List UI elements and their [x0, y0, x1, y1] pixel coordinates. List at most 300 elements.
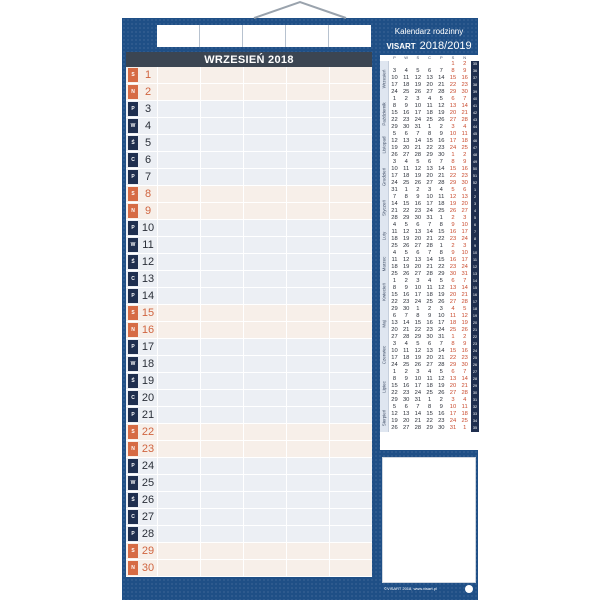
mini-day: 9	[451, 250, 455, 256]
day-row[interactable]	[126, 220, 372, 237]
day-cell[interactable]	[286, 339, 329, 355]
day-cell[interactable]	[329, 101, 372, 117]
day-cell[interactable]	[243, 356, 286, 372]
mini-day: 6	[416, 250, 420, 256]
mini-day: 2	[439, 397, 443, 403]
mini-day: 10	[414, 376, 422, 382]
mini-day: 5	[404, 222, 408, 228]
day-cell[interactable]	[243, 339, 286, 355]
day-cell[interactable]	[243, 152, 286, 168]
day-cell[interactable]	[329, 220, 372, 236]
day-row[interactable]	[126, 288, 372, 305]
mini-day: 23	[461, 355, 468, 361]
day-cell[interactable]	[329, 356, 372, 372]
mini-day: 1	[439, 215, 443, 221]
day-cell[interactable]	[157, 373, 200, 389]
day-cell[interactable]	[329, 407, 372, 423]
week-number: 50	[472, 167, 478, 171]
mini-week	[389, 369, 478, 376]
mini-day: 30	[402, 306, 410, 312]
day-cell[interactable]	[157, 475, 200, 491]
mini-week	[389, 180, 478, 187]
day-row[interactable]	[126, 441, 372, 458]
day-row[interactable]	[126, 424, 372, 441]
mini-day: 30	[414, 215, 422, 221]
day-row[interactable]	[126, 526, 372, 543]
day-cell[interactable]	[243, 237, 286, 253]
day-cell[interactable]	[200, 220, 243, 236]
day-cell[interactable]	[157, 390, 200, 406]
day-cell[interactable]	[243, 254, 286, 270]
day-cell[interactable]	[286, 492, 329, 508]
day-cell[interactable]	[200, 101, 243, 117]
day-cell[interactable]	[329, 203, 372, 219]
mini-day: 25	[461, 418, 468, 424]
day-cell[interactable]	[200, 543, 243, 559]
day-cell[interactable]	[243, 67, 286, 83]
day-cell[interactable]	[243, 390, 286, 406]
day-cell[interactable]	[157, 203, 200, 219]
day-cell[interactable]	[200, 254, 243, 270]
day-cell[interactable]	[329, 373, 372, 389]
name-box[interactable]	[157, 25, 200, 47]
mini-day: 9	[463, 341, 467, 347]
week-number: 35	[472, 62, 478, 66]
day-cell[interactable]	[200, 424, 243, 440]
day-number: 13	[141, 273, 155, 285]
mini-day: 11	[426, 376, 433, 382]
mini-day: 22	[391, 117, 398, 123]
day-cell[interactable]	[243, 407, 286, 423]
mini-day: 1	[392, 278, 397, 284]
day-cell[interactable]	[200, 169, 243, 185]
day-cell[interactable]	[243, 169, 286, 185]
name-box[interactable]	[329, 25, 371, 47]
day-cell[interactable]	[200, 135, 243, 151]
mini-week	[389, 222, 477, 229]
day-cell[interactable]	[243, 101, 286, 117]
weekday-letter: P	[128, 102, 138, 116]
week-number: 22	[472, 335, 478, 339]
day-cell[interactable]	[243, 271, 286, 287]
mini-week	[389, 348, 478, 355]
name-box[interactable]	[200, 25, 243, 47]
day-row[interactable]	[126, 339, 372, 356]
calendar-subtitle: Kalendarz rodzinny	[394, 27, 464, 36]
day-cell[interactable]	[286, 220, 329, 236]
mini-day: 23	[402, 117, 410, 123]
mini-day: 25	[402, 89, 410, 95]
mini-day: 15	[449, 75, 457, 81]
day-cell[interactable]	[157, 458, 200, 474]
day-cell[interactable]	[329, 118, 372, 134]
mini-day: 8	[404, 194, 408, 200]
mini-day: 17	[414, 110, 422, 116]
day-cell[interactable]	[200, 84, 243, 100]
day-cell[interactable]	[243, 458, 286, 474]
day-cell[interactable]	[200, 390, 243, 406]
weekday-letter: Ś	[128, 493, 138, 507]
day-cell[interactable]	[157, 509, 200, 525]
day-cell[interactable]	[286, 305, 329, 321]
day-cell[interactable]	[200, 441, 243, 457]
day-cell[interactable]	[286, 475, 329, 491]
mini-day: 2	[451, 243, 455, 249]
mini-week	[389, 215, 477, 222]
weekday-letter: P	[128, 527, 138, 541]
day-row[interactable]	[126, 67, 372, 84]
day-cell[interactable]	[157, 101, 200, 117]
day-cell[interactable]	[329, 186, 372, 202]
day-cell[interactable]	[157, 492, 200, 508]
mini-week	[389, 264, 478, 271]
day-cell[interactable]	[286, 373, 329, 389]
day-cell[interactable]	[157, 356, 200, 372]
mini-week	[389, 271, 478, 278]
day-cell[interactable]	[157, 288, 200, 304]
day-cell[interactable]	[200, 67, 243, 83]
day-cell[interactable]	[200, 288, 243, 304]
day-row[interactable]	[126, 254, 372, 271]
day-cell[interactable]	[157, 220, 200, 236]
day-row[interactable]	[126, 407, 372, 424]
mini-day: 12	[402, 257, 410, 263]
mini-day: 17	[391, 355, 398, 361]
day-cell[interactable]	[286, 509, 329, 525]
mini-day: 15	[426, 138, 433, 144]
mini-day: 1	[451, 61, 455, 67]
day-cell[interactable]	[200, 339, 243, 355]
day-cell[interactable]	[200, 356, 243, 372]
mini-day: 29	[449, 89, 457, 95]
day-cell[interactable]	[157, 237, 200, 253]
day-cell[interactable]	[200, 322, 243, 338]
day-cell[interactable]	[157, 67, 200, 83]
day-number: 8	[144, 188, 152, 200]
day-cell[interactable]	[157, 339, 200, 355]
mini-day: 1	[416, 306, 420, 312]
mini-day: 23	[402, 390, 410, 396]
mini-day: 20	[449, 292, 457, 298]
week-number: 44	[472, 125, 478, 129]
mini-day: 4	[392, 250, 397, 256]
day-cell[interactable]	[329, 475, 372, 491]
day-cell[interactable]	[329, 84, 372, 100]
mini-day: 18	[426, 292, 433, 298]
day-cell[interactable]	[286, 458, 329, 474]
day-cell[interactable]	[243, 84, 286, 100]
mini-day: 4	[463, 397, 467, 403]
day-cell[interactable]	[200, 305, 243, 321]
mini-week	[389, 96, 478, 103]
mini-day: 16	[414, 201, 422, 207]
mini-day: 26	[391, 425, 398, 431]
day-cell[interactable]	[243, 526, 286, 542]
day-row[interactable]	[126, 543, 372, 560]
mini-day: 23	[438, 145, 445, 151]
name-box[interactable]	[286, 25, 329, 47]
day-cell[interactable]	[286, 135, 329, 151]
mini-week	[389, 152, 478, 159]
mini-day: 20	[414, 264, 422, 270]
mini-day: 13	[426, 166, 433, 172]
day-cell[interactable]	[286, 152, 329, 168]
mini-day: 17	[449, 138, 457, 144]
mini-day: 24	[391, 362, 398, 368]
day-cell[interactable]	[200, 458, 243, 474]
mini-day: 27	[449, 117, 457, 123]
day-cell[interactable]	[200, 560, 243, 576]
weekday-letter: C	[128, 272, 138, 286]
mini-month-name: Październik	[380, 96, 389, 131]
day-cell[interactable]	[329, 288, 372, 304]
day-cell[interactable]	[286, 203, 329, 219]
day-cell[interactable]	[286, 237, 329, 253]
day-cell[interactable]	[286, 101, 329, 117]
day-cell[interactable]	[329, 560, 372, 576]
mini-week	[389, 362, 478, 369]
day-cell[interactable]	[329, 390, 372, 406]
day-cell[interactable]	[243, 288, 286, 304]
mini-day: 15	[414, 320, 422, 326]
day-cell[interactable]	[329, 271, 372, 287]
day-row[interactable]	[126, 458, 372, 475]
mini-day: 9	[404, 103, 408, 109]
day-row[interactable]	[126, 186, 372, 203]
day-cell[interactable]	[157, 560, 200, 576]
mini-day: 7	[427, 250, 432, 256]
day-cell[interactable]	[329, 305, 372, 321]
day-cell[interactable]	[157, 84, 200, 100]
mini-day: 30	[402, 124, 410, 130]
day-cell[interactable]	[286, 441, 329, 457]
day-row[interactable]	[126, 237, 372, 254]
day-row[interactable]	[126, 390, 372, 407]
notes-box[interactable]	[382, 457, 476, 583]
day-cell[interactable]	[286, 424, 329, 440]
day-row[interactable]	[126, 322, 372, 339]
day-cell[interactable]	[243, 135, 286, 151]
day-row[interactable]	[126, 169, 372, 186]
day-cell[interactable]	[157, 152, 200, 168]
mini-day: 16	[461, 348, 468, 354]
mini-day: 17	[461, 257, 468, 263]
day-cell[interactable]	[286, 407, 329, 423]
day-row[interactable]	[126, 492, 372, 509]
mini-day: 11	[449, 313, 457, 319]
day-cell[interactable]	[157, 424, 200, 440]
mini-day: 19	[438, 292, 445, 298]
day-cell[interactable]	[157, 271, 200, 287]
day-cell[interactable]	[200, 152, 243, 168]
day-cell[interactable]	[243, 424, 286, 440]
day-cell[interactable]	[200, 118, 243, 134]
week-number: 43	[472, 118, 478, 122]
day-cell[interactable]	[329, 322, 372, 338]
week-number: 4	[471, 208, 479, 215]
mini-day: 20	[426, 355, 433, 361]
day-row[interactable]	[126, 373, 372, 390]
day-cell[interactable]	[329, 339, 372, 355]
week-number: 12	[472, 265, 478, 269]
day-cell[interactable]	[329, 441, 372, 457]
weekday-letter: W	[128, 119, 138, 133]
day-cell[interactable]	[243, 492, 286, 508]
day-cell[interactable]	[286, 271, 329, 287]
day-cell[interactable]	[157, 169, 200, 185]
day-cell[interactable]	[329, 543, 372, 559]
day-cell[interactable]	[243, 118, 286, 134]
day-cell[interactable]	[157, 254, 200, 270]
mini-day: 4	[463, 124, 467, 130]
mini-day: 20	[414, 236, 422, 242]
day-cell[interactable]	[243, 322, 286, 338]
day-cell[interactable]	[329, 526, 372, 542]
day-cell[interactable]	[243, 373, 286, 389]
day-row[interactable]	[126, 356, 372, 373]
day-cell[interactable]	[157, 305, 200, 321]
day-cell[interactable]	[286, 288, 329, 304]
day-row[interactable]	[126, 84, 372, 101]
day-row[interactable]	[126, 560, 372, 577]
day-row[interactable]	[126, 203, 372, 220]
mini-day: 25	[426, 117, 433, 123]
name-box[interactable]	[243, 25, 286, 47]
mini-day: 13	[426, 75, 433, 81]
day-row[interactable]	[126, 305, 372, 322]
day-cell[interactable]	[329, 135, 372, 151]
day-cell[interactable]	[329, 152, 372, 168]
mini-day: 27	[449, 299, 457, 305]
mini-day: 20	[391, 327, 398, 333]
day-cell[interactable]	[157, 543, 200, 559]
day-row[interactable]	[126, 135, 372, 152]
day-cell[interactable]	[329, 237, 372, 253]
day-row[interactable]	[126, 475, 372, 492]
mini-day: 19	[461, 320, 468, 326]
day-cell[interactable]	[286, 356, 329, 372]
day-cell[interactable]	[243, 441, 286, 457]
day-row[interactable]	[126, 271, 372, 288]
day-cell[interactable]	[200, 509, 243, 525]
day-cell[interactable]	[157, 441, 200, 457]
day-cell[interactable]	[200, 407, 243, 423]
day-cell[interactable]	[286, 543, 329, 559]
day-cell[interactable]	[200, 203, 243, 219]
day-cell[interactable]	[157, 186, 200, 202]
day-cell[interactable]	[286, 169, 329, 185]
day-cell[interactable]	[286, 526, 329, 542]
day-cell[interactable]	[286, 84, 329, 100]
mini-day: 14	[461, 103, 468, 109]
day-cell[interactable]	[200, 475, 243, 491]
day-cell[interactable]	[200, 186, 243, 202]
mini-week	[389, 327, 478, 334]
weekday-header-label: W	[404, 55, 409, 60]
day-cell[interactable]	[286, 390, 329, 406]
day-cell[interactable]	[329, 254, 372, 270]
day-cell[interactable]	[243, 305, 286, 321]
mini-week	[389, 404, 478, 411]
day-cell[interactable]	[200, 373, 243, 389]
mini-month-name: Styczeń	[380, 194, 389, 222]
day-cell[interactable]	[286, 254, 329, 270]
day-cell[interactable]	[157, 135, 200, 151]
mini-day: 9	[451, 222, 455, 228]
mini-month	[380, 61, 480, 96]
day-cell[interactable]	[286, 67, 329, 83]
week-number: 41	[472, 104, 478, 108]
day-cell[interactable]	[243, 543, 286, 559]
mini-day: 17	[414, 383, 422, 389]
week-number: 36	[472, 69, 478, 73]
mini-day: 24	[438, 327, 445, 333]
day-row[interactable]	[126, 118, 372, 135]
mini-day: 13	[449, 376, 457, 382]
day-row[interactable]	[126, 101, 372, 118]
day-cell[interactable]	[157, 407, 200, 423]
mini-day: 21	[438, 82, 445, 88]
day-cell[interactable]	[286, 118, 329, 134]
mini-day: 27	[402, 425, 410, 431]
mini-day: 29	[402, 215, 410, 221]
mini-day: 16	[438, 138, 445, 144]
mini-day: 15	[391, 292, 398, 298]
mini-day: 14	[461, 285, 468, 291]
day-cell[interactable]	[200, 237, 243, 253]
day-cell[interactable]	[329, 458, 372, 474]
day-cell[interactable]	[286, 186, 329, 202]
day-cell[interactable]	[329, 424, 372, 440]
day-cell[interactable]	[243, 203, 286, 219]
day-cell[interactable]	[200, 492, 243, 508]
day-cell[interactable]	[243, 509, 286, 525]
mini-day: 23	[414, 208, 422, 214]
mini-day: 13	[402, 138, 410, 144]
mini-day: 1	[451, 152, 455, 158]
mini-week	[389, 166, 478, 173]
mini-day: 19	[438, 383, 445, 389]
day-cell[interactable]	[286, 560, 329, 576]
mini-day: 12	[461, 313, 468, 319]
mini-day: 20	[449, 383, 457, 389]
day-cell[interactable]	[329, 509, 372, 525]
day-row[interactable]	[126, 152, 372, 169]
day-cell[interactable]	[243, 560, 286, 576]
day-cell[interactable]	[286, 322, 329, 338]
mini-week	[389, 145, 478, 152]
day-number: 7	[144, 171, 152, 183]
day-cell[interactable]	[157, 526, 200, 542]
day-cell[interactable]	[329, 492, 372, 508]
mini-day: 5	[416, 68, 420, 74]
mini-day: 27	[414, 243, 422, 249]
day-cell[interactable]	[329, 67, 372, 83]
day-cell[interactable]	[329, 169, 372, 185]
day-cell[interactable]	[157, 322, 200, 338]
day-cell[interactable]	[243, 475, 286, 491]
weekday-letter: C	[128, 391, 138, 405]
day-cell[interactable]	[157, 118, 200, 134]
day-row[interactable]	[126, 509, 372, 526]
day-cell[interactable]	[243, 220, 286, 236]
mini-day: 30	[461, 362, 468, 368]
day-cell[interactable]	[200, 271, 243, 287]
mini-day: 12	[438, 285, 445, 291]
day-cell[interactable]	[200, 526, 243, 542]
day-cell[interactable]	[243, 186, 286, 202]
weekday-letter: P	[128, 340, 138, 354]
